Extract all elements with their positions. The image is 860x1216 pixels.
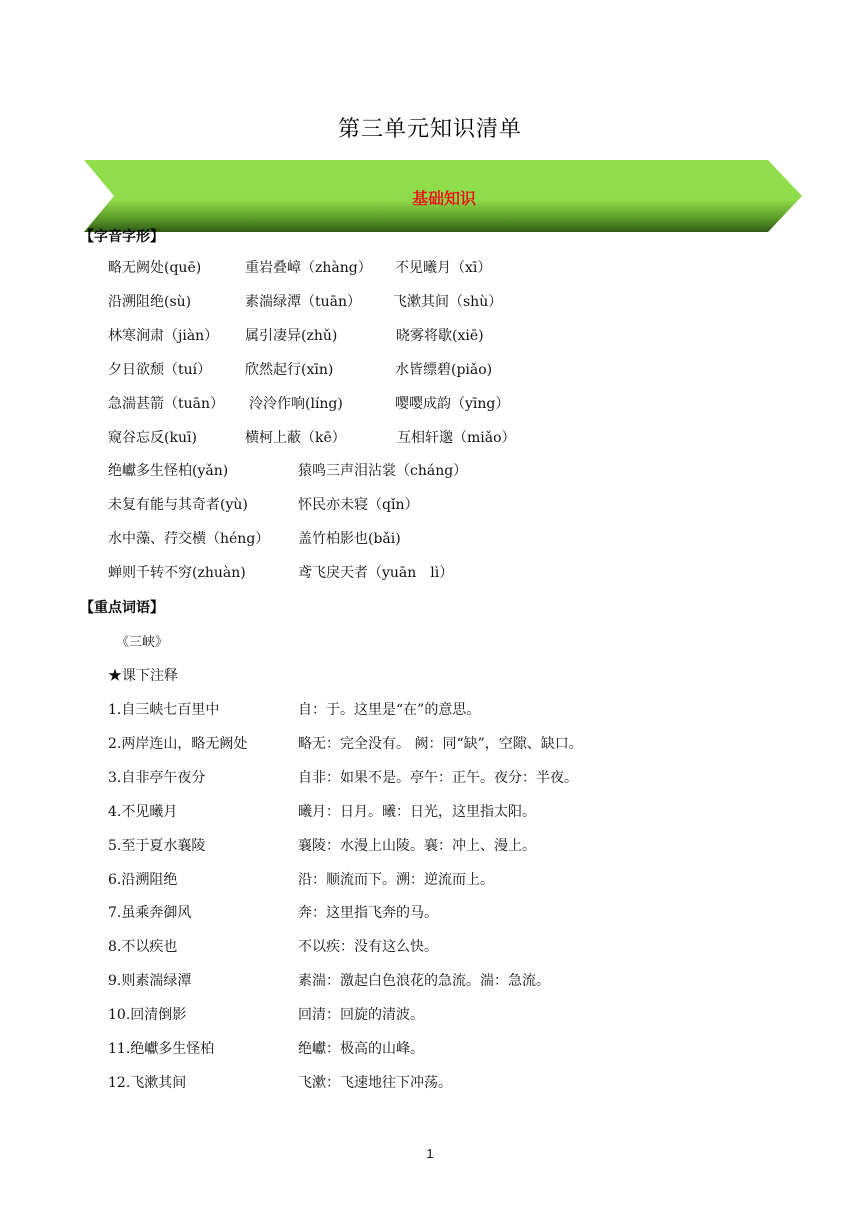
note-phrase: 8.不以疾也 (108, 939, 178, 955)
note-gloss: 沿：顺流而下。溯：逆流而上。 (298, 872, 494, 888)
pron-item: 泠泠作响(líng) (249, 396, 343, 412)
pron-item: 蝉则千转不穷(zhuàn) (108, 565, 246, 581)
pron-item: 林寒涧肃（jiàn） (108, 328, 219, 344)
note-gloss: 不以疾：没有这么快。 (298, 939, 438, 955)
pron-item: 沿溯阻绝(sù) (108, 294, 192, 310)
pron-item: 略无阙处(quē) (108, 260, 202, 276)
note-gloss: 自非：如果不是。亭午：正午。夜分：半夜。 (298, 770, 578, 786)
note-gloss: 绝巘：极高的山峰。 (298, 1041, 424, 1057)
note-phrase: 9.则素湍绿潭 (108, 973, 192, 989)
note-phrase: 4.不见曦月 (108, 804, 178, 820)
note-phrase: 6.沿溯阻绝 (108, 872, 178, 888)
pron-item: 欣然起行(xīn) (245, 362, 334, 378)
pron-item: 怀民亦未寝（qǐn） (298, 497, 419, 513)
pron-item: 急湍甚箭（tuān） (108, 396, 225, 412)
notes-heading: ★课下注释 (108, 668, 178, 684)
section-heading-key-words: 【重点词语】 (80, 600, 164, 616)
note-phrase: 5.至于夏水襄陵 (108, 838, 206, 854)
pron-item: 素湍绿潭（tuān） (245, 294, 362, 310)
pron-item: 夕日欲颓（tuí） (108, 362, 212, 378)
note-gloss: 飞漱：飞速地往下冲荡。 (298, 1075, 452, 1091)
pron-item: 水皆缥碧(piǎo) (395, 362, 493, 378)
pron-item: 鸢飞戾天者（yuān lì） (298, 565, 454, 581)
note-phrase: 10.回清倒影 (108, 1007, 187, 1023)
page-title: 第三单元知识清单 (337, 117, 522, 142)
pron-item: 猿鸣三声泪沾裳（cháng） (298, 463, 468, 479)
note-phrase: 12.飞漱其间 (108, 1075, 187, 1091)
note-gloss: 回清：回旋的清波。 (298, 1007, 424, 1023)
note-gloss: 曦月：日月。曦：日光，这里指太阳。 (298, 804, 536, 820)
pron-item: 窥谷忘反(kuī) (108, 430, 197, 446)
pron-item: 嘤嘤成韵（yīng） (395, 396, 510, 412)
note-phrase: 11.绝巘多生怪柏 (108, 1041, 215, 1057)
note-gloss: 略无：完全没有。 阙：同“缺”，空隙、缺口。 (298, 736, 583, 752)
note-gloss: 素湍：激起白色浪花的急流。湍：急流。 (298, 973, 550, 989)
pron-item: 不见曦月（xī） (395, 260, 492, 276)
note-phrase: 1.自三峡七百里中 (108, 702, 220, 718)
pron-item: 绝巘多生怪柏(yǎn) (108, 463, 229, 479)
pron-item: 属引凄异(zhǔ) (245, 328, 338, 344)
section-banner (84, 160, 804, 232)
note-phrase: 2.两岸连山，略无阙处 (108, 736, 248, 752)
pron-item: 飞漱其间（shù） (393, 294, 503, 310)
pron-item: 横柯上蔽（kē） (245, 430, 346, 446)
note-gloss: 襄陵：水漫上山陵。襄：冲上、漫上。 (298, 838, 536, 854)
pron-item: 晓雾将歇(xiē) (396, 328, 484, 344)
pron-item: 未复有能与其奇者(yù) (108, 497, 248, 513)
note-phrase: 7.虽乘奔御风 (108, 905, 192, 921)
lesson-title: 《三峡》 (116, 635, 169, 650)
page-number: 1 (426, 1146, 434, 1161)
note-gloss: 奔：这里指飞奔的马。 (298, 905, 438, 921)
note-phrase: 3.自非亭午夜分 (108, 770, 206, 786)
section-heading-pronunciation: 【字音字形】 (80, 229, 164, 245)
pron-item: 重岩叠嶂（zhàng） (245, 260, 372, 276)
banner-label: 基础知识 (411, 189, 476, 208)
pron-item: 互相轩邈（miǎo） (397, 430, 516, 446)
note-gloss: 自：于。这里是“在”的意思。 (298, 702, 481, 718)
pron-item: 水中藻、荇交横（héng） (108, 531, 270, 547)
pron-item: 盖竹柏影也(bǎi) (298, 531, 401, 547)
